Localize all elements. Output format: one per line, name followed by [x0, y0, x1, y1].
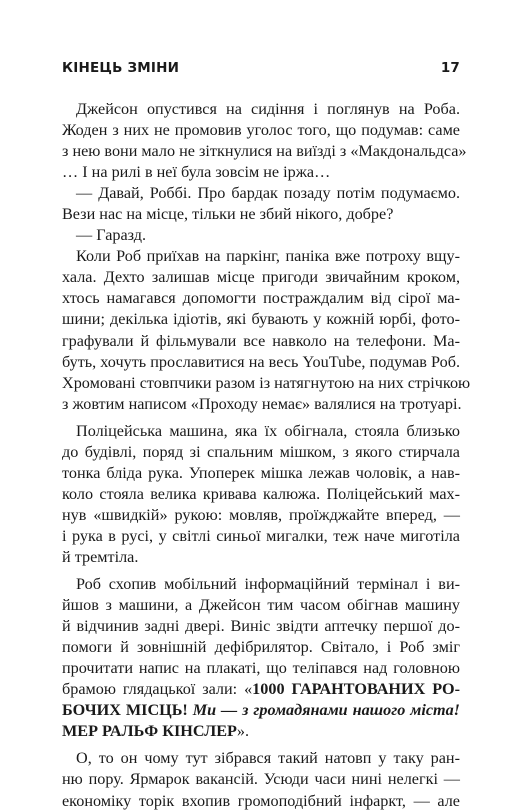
text-line: — Давай, Роббі. Про бардак позаду потім подумаємо. — [76, 184, 460, 203]
text-line: Жоден з них не промовив уголос того, що подумав: саме — [62, 121, 460, 140]
text-line: ню пору. Ярмарок вакансій. Усюди часи нині нелегкі — — [62, 770, 460, 789]
text-line: … І на рилі в неї була зовсім не іржа… — [62, 163, 331, 182]
paragraph — [62, 421, 460, 568]
text-line — [62, 679, 460, 700]
text-line: графували й фільмували все навколо на телефони. Ма- — [62, 331, 460, 350]
text-line: економіку торік вхопив громоподібний інфаркт, — але — [62, 791, 460, 810]
paragraph — [62, 99, 467, 183]
paragraph — [62, 225, 460, 246]
text-fragment: брамою глядацької зали: « — [62, 680, 253, 699]
text-line: до будівлі, поряд зі спальним мішком, з якого стирчала — [62, 442, 460, 461]
text-line: й тремтіла. — [62, 547, 139, 566]
text-line: з жовтим написом «Проходу немає» валялися на тротуарі. — [62, 394, 462, 413]
banner-text: 1000 ГАРАНТОВАНИХ РО- — [252, 680, 460, 699]
text-line: помоги й зовнішній дефібрилятор. Світало, і Роб зміг — [62, 638, 460, 657]
text-line: Джейсон опустився на сидіння і поглянув на Роба. — [76, 100, 460, 118]
page-number: 17 — [440, 60, 460, 76]
text-line: прочитати напис на плакаті, що теліпався над головною — [62, 659, 460, 678]
text-line: Роб схопив мобільний інформаційний термінал і ви- — [76, 575, 460, 594]
text-fragment: ». — [236, 722, 250, 741]
text-line: коло стояла велика кривава калюжа. Поліцейський мах- — [62, 484, 460, 503]
running-head — [62, 60, 460, 80]
text-line — [62, 700, 460, 721]
text-line: О, то он чому тут зібрався такий натовп у таку ран- — [76, 749, 460, 768]
text-line: хала. Дехто залишав місце пригоди звичайним кроком, — [62, 268, 460, 287]
text-line: Поліцейська машина, яка їх обігнала, стояла близько — [76, 421, 460, 440]
text-line: Коли Роб приїхав на паркінг, паніка вже потроху вщу- — [76, 247, 460, 266]
text-line: хтось намагався допомогти постраждалим від сірої ма- — [62, 289, 460, 308]
text-line: — Гаразд. — [76, 226, 147, 245]
paragraph — [62, 183, 460, 225]
paragraph — [62, 246, 471, 414]
text-line: і рука в русі, у світлі синьої мигалки, теж наче миготіла — [62, 526, 460, 545]
text-line: тонка бліда рука. Упоперек мішка лежав чоловік, а нав- — [62, 463, 460, 482]
banner-text: БОЧИХ МІСЦЬ! — [62, 701, 188, 720]
paragraph — [62, 574, 460, 742]
banner-slogan: Ми — з громадянами нашого міста! — [192, 701, 460, 720]
banner-signature: МЕР РАЛЬФ КІНСЛЕР — [62, 722, 237, 741]
text-line: йшов з машини, а Джейсон тим часом обігнав машину — [62, 596, 460, 615]
paragraph — [62, 748, 460, 811]
body-text — [62, 99, 471, 812]
text-line — [62, 721, 460, 742]
text-line: й відчинив задні двері. Виніс звідти аптечку першої до- — [62, 617, 460, 636]
text-line: з нею вони мало не зіткнулися на виїзді з «Макдональдса» — [62, 142, 467, 161]
text-line: Хромовані стовпчики разом із натягнутою на них стрічкою — [62, 373, 471, 392]
text-line: нув «швидкій» рукою: мовляв, проїжджайте вперед, — — [62, 505, 460, 524]
text-line: шини; декілька ідіотів, які бувають у кожній юрбі, фото- — [62, 310, 460, 329]
text-line: Вези нас на місце, тільки не збий нікого, добре? — [62, 205, 394, 224]
text-line: буть, хочуть прославитися на весь YouTube, подумав Роб. — [62, 352, 460, 371]
running-title: КІНЕЦЬ ЗМІНИ — [62, 60, 180, 76]
